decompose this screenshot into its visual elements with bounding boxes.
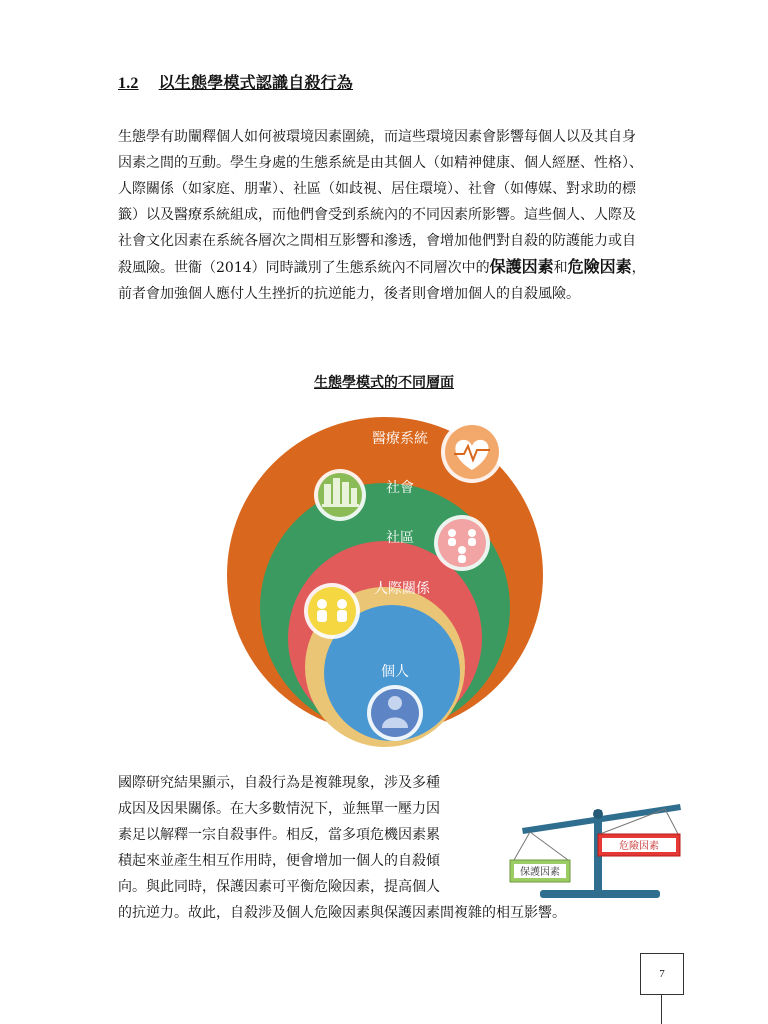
paragraph-line: 前者會加強個人應付人生挫折的抗逆能力，後者則會增加個人的自殺風險。 — [118, 286, 580, 302]
section-title: 以生態學模式認識自殺行為 — [158, 73, 354, 92]
layer-label-society: 社會 — [386, 480, 414, 496]
text-run: ， — [631, 260, 646, 276]
page-number — [640, 953, 684, 995]
section-number: 1.2 — [118, 75, 139, 92]
paragraph-line: 積起來並產生相互作用時，便會增加一個人的自殺傾 — [118, 853, 440, 869]
page-divider-line — [661, 995, 662, 1024]
page-number-text: 7 — [659, 968, 665, 980]
risk-factors-label: 危險因素 — [619, 841, 659, 852]
text-run: 殺風險。世衞（2014）同時識別了生態系統內不同層次中的 — [118, 260, 490, 276]
protective-factors-label: 保護因素 — [520, 867, 560, 878]
layer-label-relationships: 人際關係 — [374, 581, 430, 597]
person-icon — [367, 685, 423, 741]
paragraph-line: 素足以解釋一宗自殺事件。相反，當多項危機因素累 — [118, 827, 440, 843]
layer-label-community: 社區 — [386, 530, 414, 546]
paragraph-line: 社會文化因素在系統各層次之間相互影響和滲透，會增加他們對自殺的防護能力或自 — [118, 233, 636, 249]
heart-pulse-icon — [441, 421, 503, 483]
layer-label-healthcare: 醫療系統 — [372, 431, 428, 447]
paragraph-line: 成因及因果關係。在大多數情況下，並無單一壓力因 — [118, 801, 440, 817]
diagram-title: 生態學模式的不同層面 — [314, 375, 454, 391]
balance-scale-illustration — [500, 790, 700, 905]
layer-label-individual: 個人 — [381, 664, 409, 680]
paragraph-line: 因素之間的互動。學生身處的生態系統是由其個人（如精神健康、個人經歷、性格）、 — [118, 155, 643, 171]
text-run: 和 — [553, 260, 568, 276]
paragraph-line: 生態學有助闡釋個人如何被環境因素圍繞，而這些環境因素會影響每個人以及其自身 — [118, 129, 636, 145]
city-buildings-icon — [314, 469, 366, 521]
two-people-icon — [304, 583, 360, 639]
paragraph-line: 人際關係（如家庭、朋輩）、社區（如歧視、居住環境）、社會（如傳媒、對求助的標 — [118, 181, 636, 197]
paragraph-line: 向。與此同時，保護因素可平衡危險因素，提高個人 — [118, 879, 440, 895]
section-heading — [118, 70, 353, 93]
ecological-model-diagram — [220, 400, 550, 750]
paragraph-line: 國際研究結果顯示，自殺行為是複雜現象，涉及多種 — [118, 775, 440, 791]
community-people-icon — [434, 515, 490, 571]
intro-paragraph — [118, 124, 690, 307]
paragraph-line: 的抗逆力。故此，自殺涉及個人危險因素與保護因素間複雜的相互影響。 — [118, 905, 566, 921]
paragraph-line — [118, 254, 690, 281]
research-paragraph — [118, 770, 566, 926]
protective-factors-term: 保護因素 — [489, 257, 554, 276]
paragraph-line: 籤）以及醫療系統組成，而他們會受到系統內的不同因素所影響。這些個人、人際及 — [118, 207, 636, 223]
risk-factors-term: 危險因素 — [567, 257, 632, 276]
